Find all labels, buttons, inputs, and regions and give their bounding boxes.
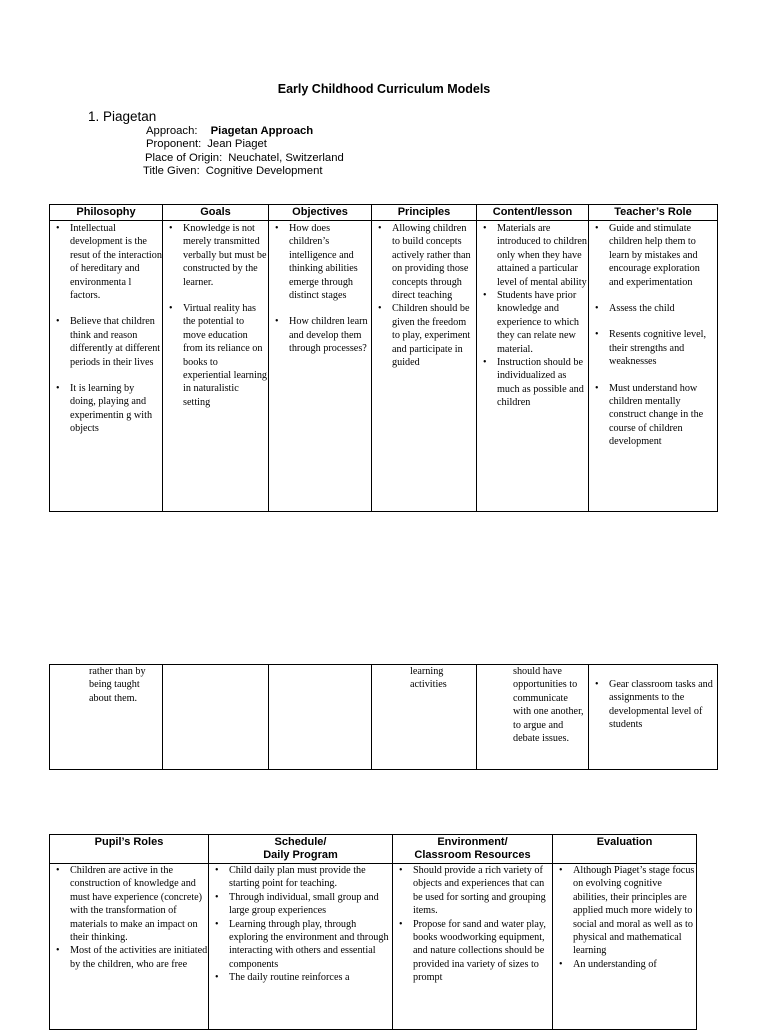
list-item: • Students have prior knowledge and experience to which they can relate new material.: [497, 289, 588, 356]
header-evaluation: [553, 835, 697, 864]
principles-continued-text: learning activities: [410, 666, 447, 691]
list-item: • Resents cognitive level, their strengths and weaknesses: [609, 328, 717, 368]
header-schedule: [209, 835, 393, 864]
goals-continued-cell: [163, 665, 269, 770]
header-environment-line1: Environment/: [437, 836, 508, 848]
table2-row: [50, 665, 718, 770]
list-item: • Allowing children to build concepts actively rather than on providing those concepts through direct teaching: [392, 222, 476, 302]
list-item: • Materials are introduced to children only when they have attained a particular level of mental ability: [497, 222, 588, 289]
approach-line: [146, 125, 313, 139]
philosophy-cell: [50, 221, 163, 512]
header-pupils-roles-line1: Pupil’s Roles: [94, 836, 164, 848]
list-item: • How children learn and develop them through processes?: [289, 315, 371, 355]
principles-continued-cell: [372, 665, 477, 770]
list-item: • Assess the child: [609, 302, 717, 315]
list-item: • Knowledge is not merely transmitted verbally but must be constructed by the learner.: [183, 222, 268, 289]
content-continued-text: should have opportunities to communicate with one another, to argue and debate issues.: [513, 666, 584, 745]
evaluation-cell: [553, 864, 697, 1030]
list-item: • Intellectual development is the resut of the interaction of hereditary and environmenta l factors.: [70, 222, 162, 302]
proponent-value: Jean Piaget: [207, 138, 267, 150]
piagetan-table-part1: [49, 204, 718, 512]
list-item: • Should provide a rich variety of objects and experiences that can be used for sorting and grouping items.: [413, 864, 552, 918]
header-teachers-role: Teacher’s Role: [589, 205, 718, 221]
teachers-role-continued-cell: [589, 665, 718, 770]
header-environment: [393, 835, 553, 864]
list-item: • Through individual, small group and large group experiences: [229, 891, 392, 918]
title-given-label: Title Given:: [143, 165, 200, 177]
table1-header-row: [50, 205, 718, 221]
header-environment-line2: Classroom Resources: [414, 849, 531, 861]
list-item: • Children are active in the construction of knowledge and must have experience (concrete) with the transformation of materials to make an impact on their thinking.: [70, 864, 208, 944]
objectives-cell: [269, 221, 372, 512]
section-heading: 1. Piagetan: [88, 109, 157, 124]
list-item: • Must understand how children mentally construct change in the course of children development: [609, 382, 717, 449]
list-item: • Propose for sand and water play, books woodworking equipment, and nature collections should be provided ina variety of sizes to prompt: [413, 918, 552, 985]
philosophy-continued-cell: [50, 665, 163, 770]
table3-header-row: [50, 835, 697, 864]
origin-value: Neuchatel, Switzerland: [228, 152, 344, 164]
list-item: • The daily routine reinforces a: [229, 971, 392, 984]
content-lesson-cell: [477, 221, 589, 512]
content-continued-cell: [477, 665, 589, 770]
principles-cell: [372, 221, 477, 512]
proponent-line: [146, 138, 267, 152]
schedule-cell: [209, 864, 393, 1030]
environment-cell: [393, 864, 553, 1030]
list-item: • Instruction should be individualized as much as possible and children: [497, 356, 588, 410]
piagetan-table-part3: [49, 834, 697, 1030]
header-schedule-line1: Schedule/: [274, 836, 327, 848]
header-objectives: Objectives: [269, 205, 372, 221]
header-evaluation-line1: Evaluation: [596, 836, 653, 848]
list-item: • Learning through play, through exploring the environment and through interacting with others and essential components: [229, 918, 392, 972]
list-item: • It is learning by doing, playing and experimentin g with objects: [70, 382, 162, 436]
header-goals: Goals: [163, 205, 269, 221]
list-item: • Believe that children think and reason differently at different periods in their lives: [70, 315, 162, 369]
list-item: • Guide and stimulate children help them to learn by mistakes and encourage exploration and experimentation: [609, 222, 717, 289]
origin-label: Place of Origin:: [145, 152, 223, 164]
title-given-line: [143, 165, 323, 179]
list-item: • Most of the activities are initiated by the children, who are free: [70, 944, 208, 971]
title-given-value: Cognitive Development: [205, 165, 323, 177]
origin-line: [145, 152, 344, 166]
table1-body-row: [50, 221, 718, 512]
list-item: • Gear classroom tasks and assignments to the developmental level of students: [609, 678, 717, 732]
pupils-roles-cell: [50, 864, 209, 1030]
list-item: • Virtual reality has the potential to move education from its reliance on books to experiential learning in naturalistic setting: [183, 302, 268, 409]
teachers-role-cell: [589, 221, 718, 512]
list-item: • Child daily plan must provide the starting point for teaching.: [229, 864, 392, 891]
document-title: Early Childhood Curriculum Models: [277, 82, 491, 96]
header-philosophy: Philosophy: [50, 205, 163, 221]
list-item: • How does children’s intelligence and thinking abilities emerge through distinct stages: [289, 222, 371, 302]
list-item: • Although Piaget’s stage focus on evolving cognitive abilities, their principles are applied much more widely to social and moral as well as to physical and mathematical learning: [573, 864, 696, 958]
approach-value: Piagetan Approach: [210, 125, 314, 137]
header-principles: Principles: [372, 205, 477, 221]
list-item: • An understanding of: [573, 958, 696, 971]
approach-label: Approach:: [146, 125, 198, 137]
list-item: • Children should be given the freedom to play, experiment and participate in guided: [392, 302, 476, 369]
table3-body-row: [50, 864, 697, 1030]
objectives-continued-cell: [269, 665, 372, 770]
piagetan-table-part2: [49, 664, 718, 770]
philosophy-continued-text: rather than by being taught about them.: [89, 666, 146, 704]
proponent-label: Proponent:: [146, 138, 202, 150]
goals-cell: [163, 221, 269, 512]
header-schedule-line2: Daily Program: [263, 849, 338, 861]
header-pupils-roles: [50, 835, 209, 864]
header-content-lesson: Content/lesson: [477, 205, 589, 221]
